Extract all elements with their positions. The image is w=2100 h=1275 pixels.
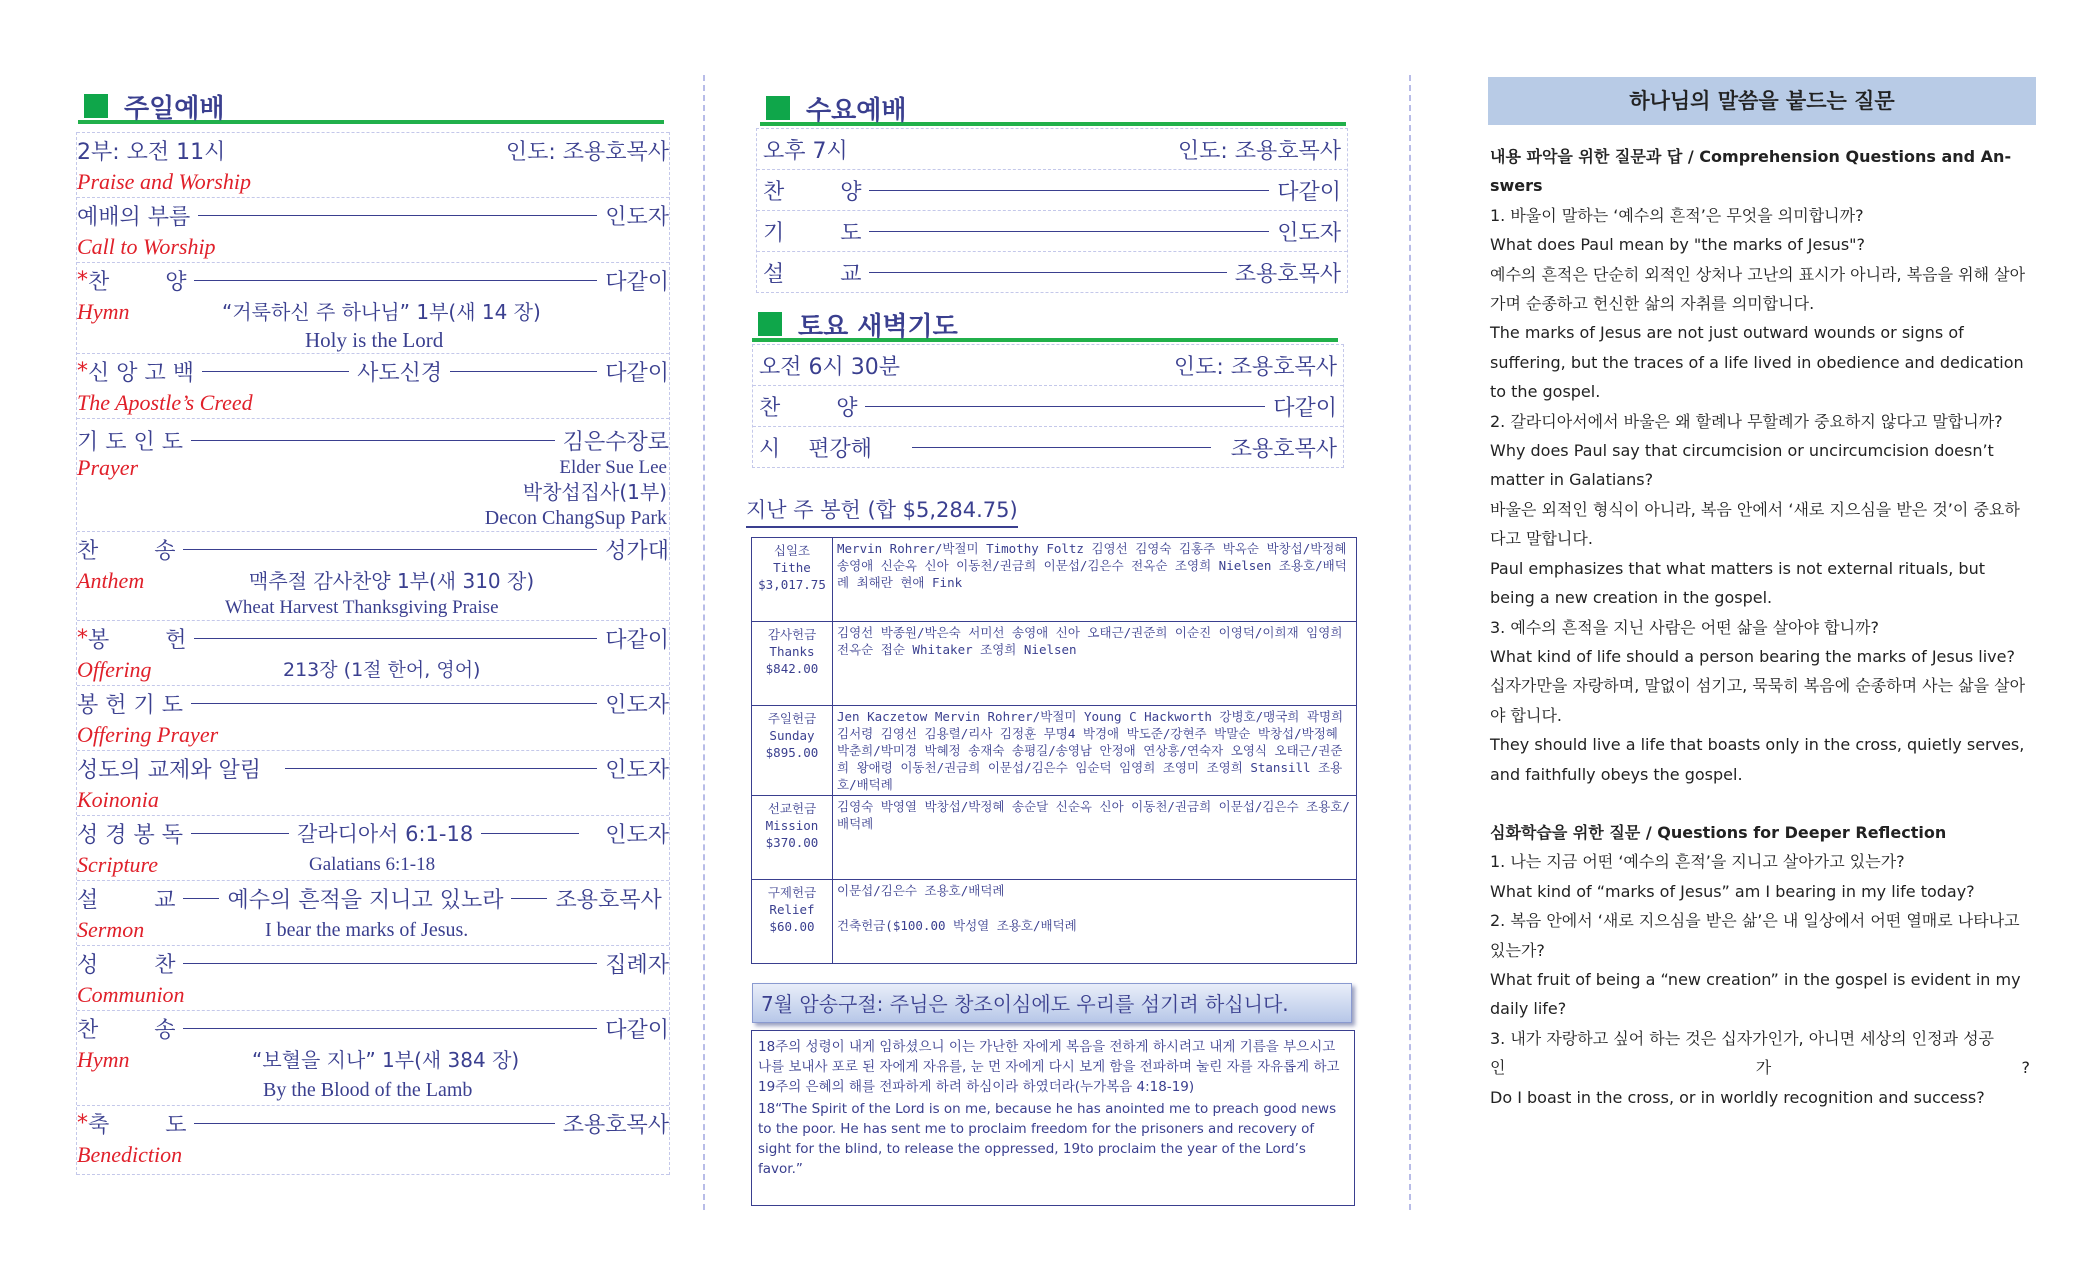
column-separator-right [1409,75,1411,1210]
item-label: 봉 헌 [88,627,187,653]
item-leader: 인도자 [605,692,669,718]
hymn-en-row [77,297,669,327]
item-label: 기 도 [763,220,862,246]
answer-ko: 예수의 흔적은 단순히 외적인 상처나 고난의 표시가 아니라, 복음을 위해 살아가며 순종하고 헌신한 삶의 자취를 의미합니다. [1490,264,2026,314]
koinonia-row [77,750,669,815]
reflection-question-ko: 3. 내가 자랑하고 싶어 하는 것은 십자가인가, 아니면 세상의 인정과 성공 [1490,1028,1994,1048]
sermon-row [77,880,669,945]
asterisk: * [77,625,88,651]
building-fund: 건축헌금($100.00 박성열 조용호/배덕례 [837,918,1077,933]
reflection-question-en: What fruit of being a “new creation” in the gospel is evident in my daily life? [1490,969,2021,1019]
item-label-en: Koinonia [77,787,159,812]
benediction-row [77,1105,669,1175]
reflection-question-en: What kind of “marks of Jesus” am I bearing in my life today? [1490,881,1975,901]
sunday-title: 주일예배 [124,94,225,124]
wednesday-title: 수요예배 [806,96,907,126]
service-leader: 인도: 조용호목사 [505,139,669,165]
item-leader: 다같이 [605,627,669,653]
item-leader: 성가대 [605,538,669,564]
hymn-title-en: Holy is the Lord [305,327,444,352]
category-ko: 주일헌금 [767,711,817,726]
saturday-leader: 인도: 조용호목사 [1173,354,1337,380]
asterisk: * [77,1110,88,1136]
item-label-en: Sermon [77,917,145,942]
item-label-en: Offering [77,657,152,682]
item-label-en: Benediction [77,1142,183,1167]
offering-hymn: 213장 (1절 한어, 영어) [283,659,481,681]
category-ko: 십일조 [773,543,811,558]
offering-row [77,620,669,685]
question-en: What does Paul mean by "the marks of Jesus"? [1490,235,1866,255]
scripture-reference-en: Galatians 6:1-18 [309,854,436,875]
offering-category [752,880,833,964]
question-ko: 1. 바울이 말하는 ‘예수의 흔적’은 무엇을 의미합니까? [1490,205,1864,225]
closing-hymn-row [77,1010,669,1105]
item-leader: 다같이 [605,1017,669,1043]
comprehension-heading-cont: swers [1490,176,1543,196]
item-label: 예배의 부름 [77,204,191,230]
anthem-title: 맥추절 감사찬양 1부(새 310 장) [249,569,535,593]
question-en: Why does Paul say that circumcision or uncircumcision doesn’t matter in Galatians? [1490,441,1994,490]
comprehension-heading: 내용 파악을 위한 질문과 답 / Comprehension Questions and An- [1490,147,2012,166]
item-leader: 다같이 [1273,395,1337,421]
creed-row [77,353,669,418]
item-label-en: Prayer [77,455,139,480]
item-label: 봉 헌 기 도 [77,692,183,718]
item-label-en: Communion [77,982,185,1007]
scripture-en-row [77,850,669,880]
anthem-title-en: Wheat Harvest Thanksgiving Praise [225,597,499,618]
category-en: Relief [769,902,815,917]
word-part: 인 [1490,1058,1506,1078]
item-leader: 인도자 [605,757,669,783]
call-to-worship-row [77,197,669,262]
donor-names [833,880,1357,964]
question-ko: 2. 갈라디아서에서 바울은 왜 할례나 무할례가 중요하지 않다고 말합니까? [1490,411,2003,431]
green-square-icon [758,312,782,336]
item-label: 찬 송 [77,538,176,564]
offering-category [752,622,833,706]
item-middle: 사도신경 [357,360,443,386]
anthem-en-row [77,566,669,596]
reflection-question-en: Do I boast in the cross, or in worldly recognition and success? [1490,1087,1985,1107]
category-en: Mission [765,818,819,833]
donor-names: 김영숙 박영열 박창섭/박정혜 송순달 신순옥 신아 이동천/권금희 이문섭/김은수 조용호/배덕례 [833,796,1357,880]
questions-text [1490,142,2030,1112]
category-amount: $3,017.75 [758,577,826,592]
service-time-row [77,132,669,197]
asterisk: * [77,267,88,293]
item-label: 시 편강해 [759,436,872,462]
item-leader: 김은수장로 [562,429,669,455]
category-ko: 구제헌금 [767,885,817,900]
saturday-schedule [752,344,1344,468]
item-label-en: Scripture [77,852,159,877]
category-en: Thanks [769,644,815,659]
answer-en: They should live a life that boasts only in the cross, quietly serves, and faithfully obeys the gospel. [1490,735,2025,784]
item-leader: 인도자 [605,204,669,230]
table-row [752,796,1357,880]
item-label-en: Offering Prayer [77,722,219,747]
service-time: 2부: 오전 11시 [77,139,226,165]
question-ko: 3. 예수의 흔적을 지닌 사람은 어떤 삶을 살아야 합니까? [1490,617,1880,637]
donor-names: Mervin Rohrer/박절미 Timothy Foltz 김영선 김영숙 김홍주 박옥순 박창섭/박정혜 송영애 신순옥 신아 이동천/권금희 이문섭/김은수 전옥순 조영희 Nielsen 조용호/배덕례 최해란 현애 Fink [833,538,1357,622]
item-label-en: Call to Worship [77,234,216,259]
sermon-title: 예수의 흔적을 지니고 있노라 [227,887,504,913]
item-leader: 다같이 [1277,179,1341,205]
spacer [1490,789,2030,818]
item-leader: 조용호목사 [1234,261,1341,287]
answer-ko: 바울은 외적인 형식이 아니라, 복음 안에서 ‘새로 지으심을 받은 것’이 중요하다고 말합니다. [1490,499,2020,549]
answer-en: The marks of Jesus are not just outward wounds or signs of suffering, but the traces of a life lived in obedience and dedication to the gospel. [1490,323,2024,402]
memory-verse-banner: 7월 암송구절: 주님은 창조이심에도 우리를 섬기려 하십니다. [752,983,1352,1023]
scripture-reference: 갈라디아서 6:1-18 [297,822,474,846]
relief-names: 이문섭/김은수 조용호/배덕례 [837,883,1005,898]
item-leader: 조용호목사 [555,887,662,913]
offering-summary-title: 지난 주 봉헌 (합 $5,284.75) [746,494,1018,528]
green-square-icon [84,94,108,118]
offering-category [752,706,833,796]
praise-label: Praise and Worship [77,169,251,194]
item-label: 찬 양 [88,269,187,295]
sunday-order-of-service [76,132,670,1175]
sermon-en-row [77,915,669,945]
item-label: 설 교 [763,261,862,287]
communion-row [77,945,669,1010]
item-leader: 인도자 [1277,220,1341,246]
closing-hymn-title-en: By the Blood of the Lamb [263,1078,473,1101]
item-label: 찬 양 [763,179,862,205]
item-label: 신 앙 고 백 [88,360,194,386]
offering-category [752,796,833,880]
memory-verse-box [751,1030,1355,1206]
category-ko: 감사헌금 [767,627,817,642]
answer-ko: 십자가만을 자랑하며, 말없이 섬기고, 묵묵히 복음에 순종하며 사는 삶을 살아야 합니다. [1490,676,2026,725]
asterisk: * [77,358,88,384]
offering-prayer-row [77,685,669,750]
item-label: 축 도 [88,1112,187,1138]
category-en: Tithe [773,560,811,575]
category-amount: $842.00 [765,661,819,676]
item-label-en: The Apostle’s Creed [77,390,253,415]
item-label: 성 찬 [77,952,176,978]
item-label: 찬 송 [77,1017,176,1043]
green-square-icon [766,96,790,120]
offering-category [752,538,833,622]
donor-names: 김영선 박종원/박은숙 서미선 송영애 신아 오태근/권준희 이순진 이영덕/이희재 임영희 전옥순 접순 Whitaker 조영희 Nielsen [833,622,1357,706]
anthem-row [77,531,669,620]
reflection-question-ko: 1. 나는 지금 어떤 ‘예수의 흔적’을 지니고 살아가고 있는가? [1490,852,1905,872]
item-leader: 다같이 [605,360,669,386]
item-leader: 조용호목사 [1230,436,1337,462]
wednesday-time: 오후 7시 [763,138,848,164]
donor-names: Jen Kaczetow Mervin Rohrer/박절미 Young C Hackworth 강병호/맹국희 곽명희 김서령 김영선 김용렬/리사 김정훈 무명4 박경애 박도준/강현주 박말순 박창섭/박정혜 박춘희/박미경 박혜정 송재숙 송평길/송영남 안정애 연상흥/연숙자 오영식 오태근/권준희 왕애령 이동천/권금희 이문섭/김은수 임순덕 임영희 조영미 조영희 Stansill 조용호/배덕례 [833,706,1357,796]
prayer-leader-2-en: Decon ChangSup Park [484,507,667,529]
questions-banner: 하나님의 말씀을 붙드는 질문 [1488,77,2036,125]
reflection-question-ko: 2. 복음 안에서 ‘새로 지으심을 받은 삶’은 내 일상에서 어떤 열매로 나타나고 있는가? [1490,911,2020,960]
item-leader: 인도자 [605,822,669,848]
saturday-section-heading [752,304,1338,342]
item-label-en: Anthem [77,568,145,593]
hymn-title: “거룩하신 주 하나님” 1부(새 14 장) [222,300,541,324]
sunday-section-heading [78,86,664,124]
wednesday-section-heading [760,88,1346,126]
memory-verse-en: 18“The Spirit of the Lord is on me, because he has anointed me to preach good news to the poor. He has sent me to proclaim freedom for the prisoners and recovery of sight for the blind, to release the oppressed, 19to proclaim the year of the Lord’s favor.” [758,1101,1337,1177]
closing-hymn-en-row [77,1045,669,1075]
word-part: ? [2021,1058,2030,1078]
item-label: 설 교 [77,887,176,913]
answer-en: Paul emphasizes that what matters is not external rituals, but being a new creation in the gospel. [1490,558,1985,608]
category-amount: $370.00 [765,835,819,850]
category-amount: $895.00 [765,745,819,760]
column-separator-left [703,75,705,1210]
reflection-question-ko-cont [1490,1053,2030,1082]
memory-verse-ko: 18주의 성령이 내게 임하셨으니 이는 가난한 자에게 복음을 전하게 하시려고 내게 기름을 부으시고 나를 보내사 포로 된 자에게 자유를, 눈 먼 자에게 다시 보게 함을 전파하며 눌린 자를 자유롭게 하고 19주의 은혜의 해를 전파하게 하려 하심이라 하였더라(누가복음 4:18-19) [758,1039,1340,1095]
table-row [752,880,1357,964]
prayer-row [77,418,669,531]
category-en: Sunday [769,728,815,743]
item-leader: 다같이 [605,269,669,295]
wednesday-leader: 인도: 조용호목사 [1177,138,1341,164]
prayer-en-row [77,457,669,479]
hymn-row [77,262,669,353]
table-row [752,622,1357,706]
closing-hymn-title: “보혈을 지나” 1부(새 384 장) [252,1048,520,1072]
item-label-en: Hymn [77,299,130,324]
deeper-reflection-heading: 심화학습을 위한 질문 / Questions for Deeper Reflection [1490,822,1947,842]
category-amount: $60.00 [769,919,815,934]
sermon-title-en: I bear the marks of Jesus. [265,919,469,941]
item-label: 기 도 인 도 [77,429,183,455]
table-row [752,538,1357,622]
wednesday-schedule [756,128,1348,293]
item-label: 찬 양 [759,395,858,421]
item-label: 성도의 교제와 알림 [77,757,262,783]
prayer-leader-2: 박창섭집사(1부) [522,480,667,504]
saturday-time: 오전 6시 30분 [759,354,900,380]
item-leader: 조용호목사 [562,1112,669,1138]
table-row [752,706,1357,796]
item-label-en: Hymn [77,1047,130,1072]
category-ko: 선교헌금 [767,801,817,816]
word-part: 가 [1755,1058,1772,1078]
scripture-row [77,815,669,880]
question-en: What kind of life should a person bearing the marks of Jesus live? [1490,646,2015,666]
prayer-leader-en: Elder Sue Lee [559,457,667,478]
saturday-title: 토요 새벽기도 [798,312,958,342]
offering-table [751,537,1357,964]
offering-en-row [77,655,669,685]
item-label: 성 경 봉 독 [77,822,183,848]
item-leader: 집례자 [605,952,669,978]
